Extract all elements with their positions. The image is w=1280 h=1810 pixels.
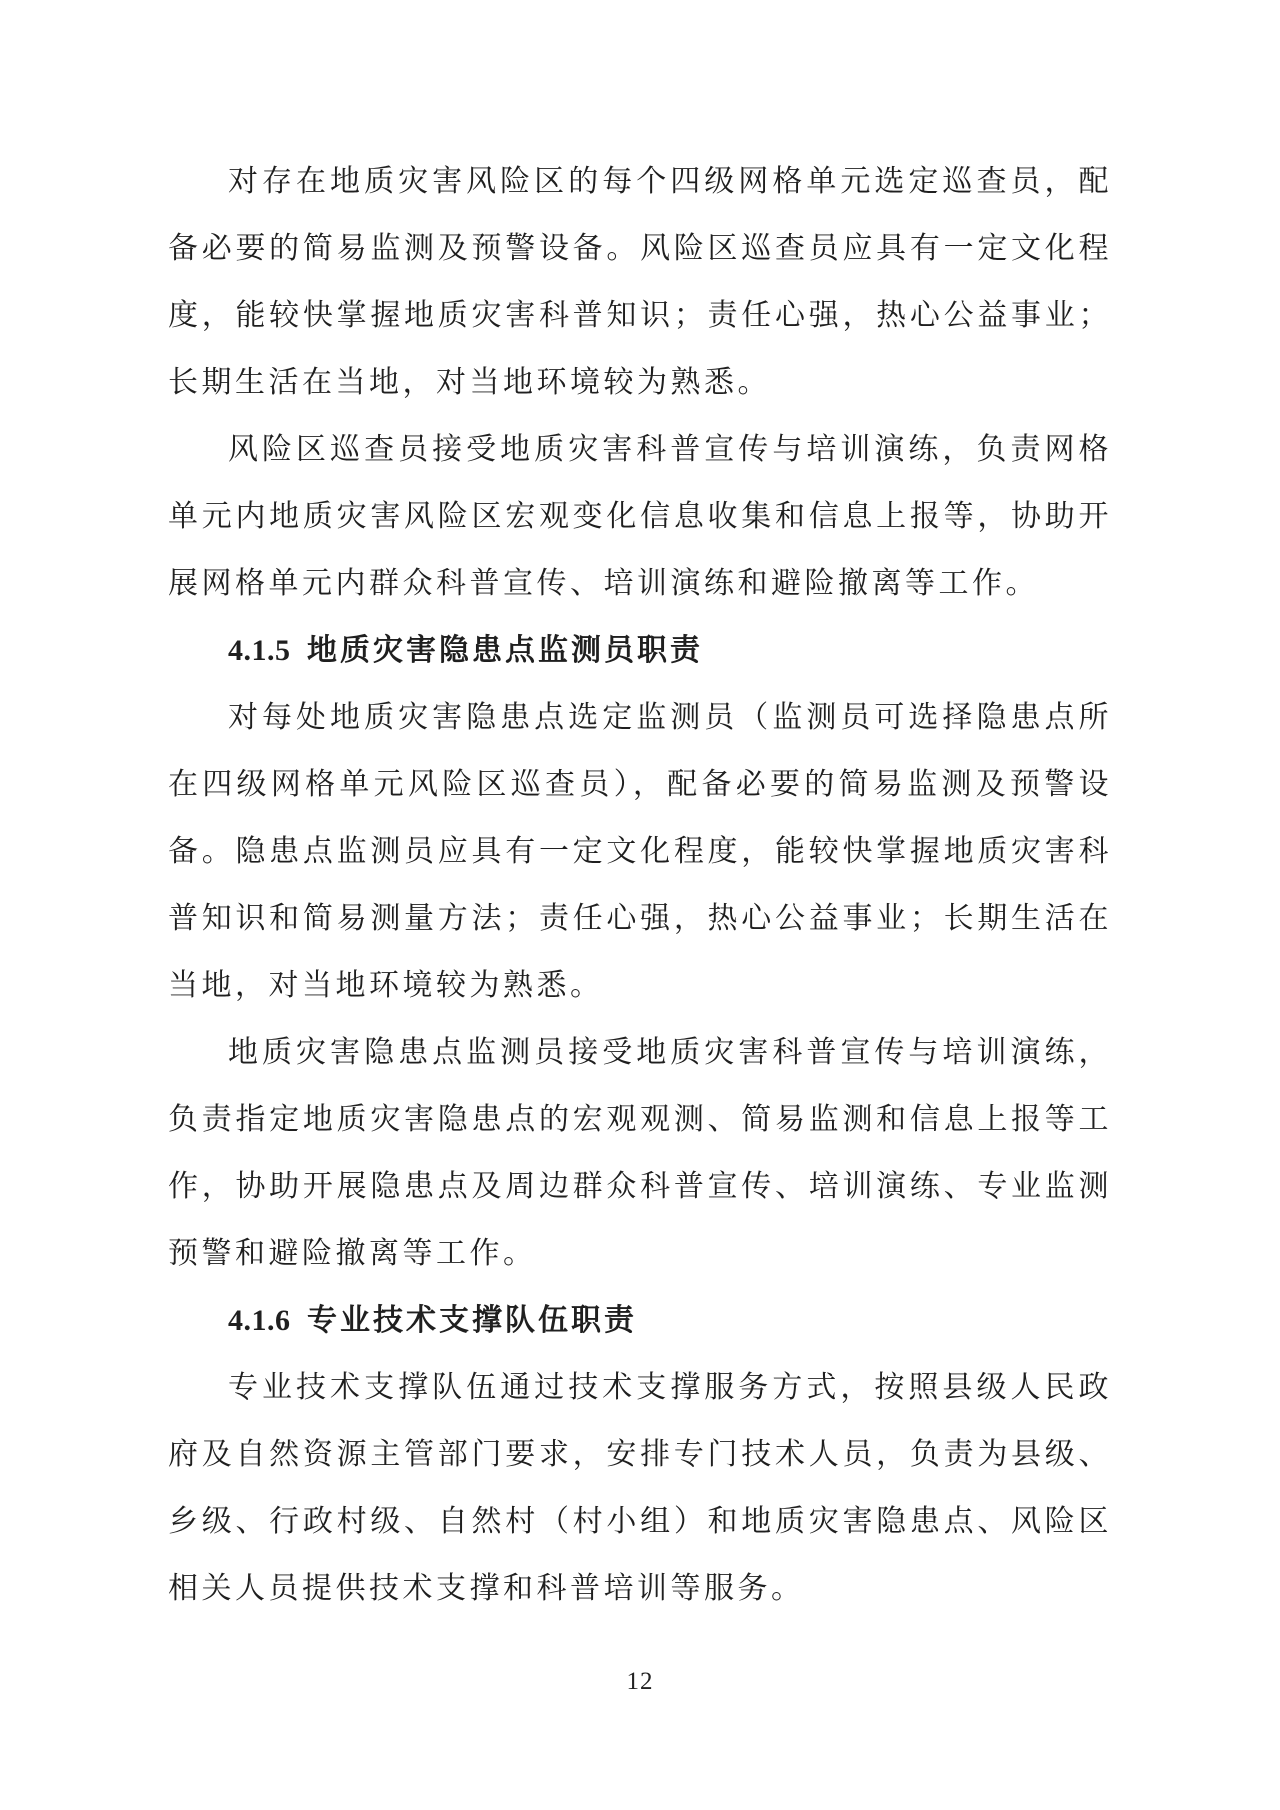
section-number: 4.1.5 [228,634,291,667]
body-paragraph: 风险区巡查员接受地质灾害科普宣传与培训演练，负责网格单元内地质灾害风险区宏观变化信息收集和信息上报等，协助开展网格单元内群众科普宣传、培训演练和避险撤离等工作。 [168,433,1112,600]
document-body [168,148,1112,1622]
section-title: 专业技术支撑队伍职责 [307,1304,637,1337]
section-title: 地质灾害隐患点监测员职责 [307,634,703,667]
page-number: 12 [626,1668,654,1695]
section-heading [168,617,1112,684]
page-footer [168,1668,1112,1696]
body-paragraph: 对存在地质灾害风险区的每个四级网格单元选定巡查员，配备必要的简易监测及预警设备。风险区巡查员应具有一定文化程度，能较快掌握地质灾害科普知识；责任心强，热心公益事业；长期生活在当地，对当地环境较为熟悉。 [168,165,1112,399]
section-heading [168,1287,1112,1354]
body-paragraph: 地质灾害隐患点监测员接受地质灾害科普宣传与培训演练，负责指定地质灾害隐患点的宏观观测、简易监测和信息上报等工作，协助开展隐患点及周边群众科普宣传、培训演练、专业监测预警和避险撤离等工作。 [168,1036,1112,1270]
section-number: 4.1.6 [228,1304,291,1337]
body-paragraph: 对每处地质灾害隐患点选定监测员（监测员可选择隐患点所在四级网格单元风险区巡查员），配备必要的简易监测及预警设备。隐患点监测员应具有一定文化程度，能较快掌握地质灾害科普知识和简易测量方法；责任心强，热心公益事业；长期生活在当地，对当地环境较为熟悉。 [168,701,1112,1002]
body-paragraph: 专业技术支撑队伍通过技术支撑服务方式，按照县级人民政府及自然资源主管部门要求，安排专门技术人员，负责为县级、乡级、行政村级、自然村（村小组）和地质灾害隐患点、风险区相关人员提供技术支撑和科普培训等服务。 [168,1371,1112,1605]
